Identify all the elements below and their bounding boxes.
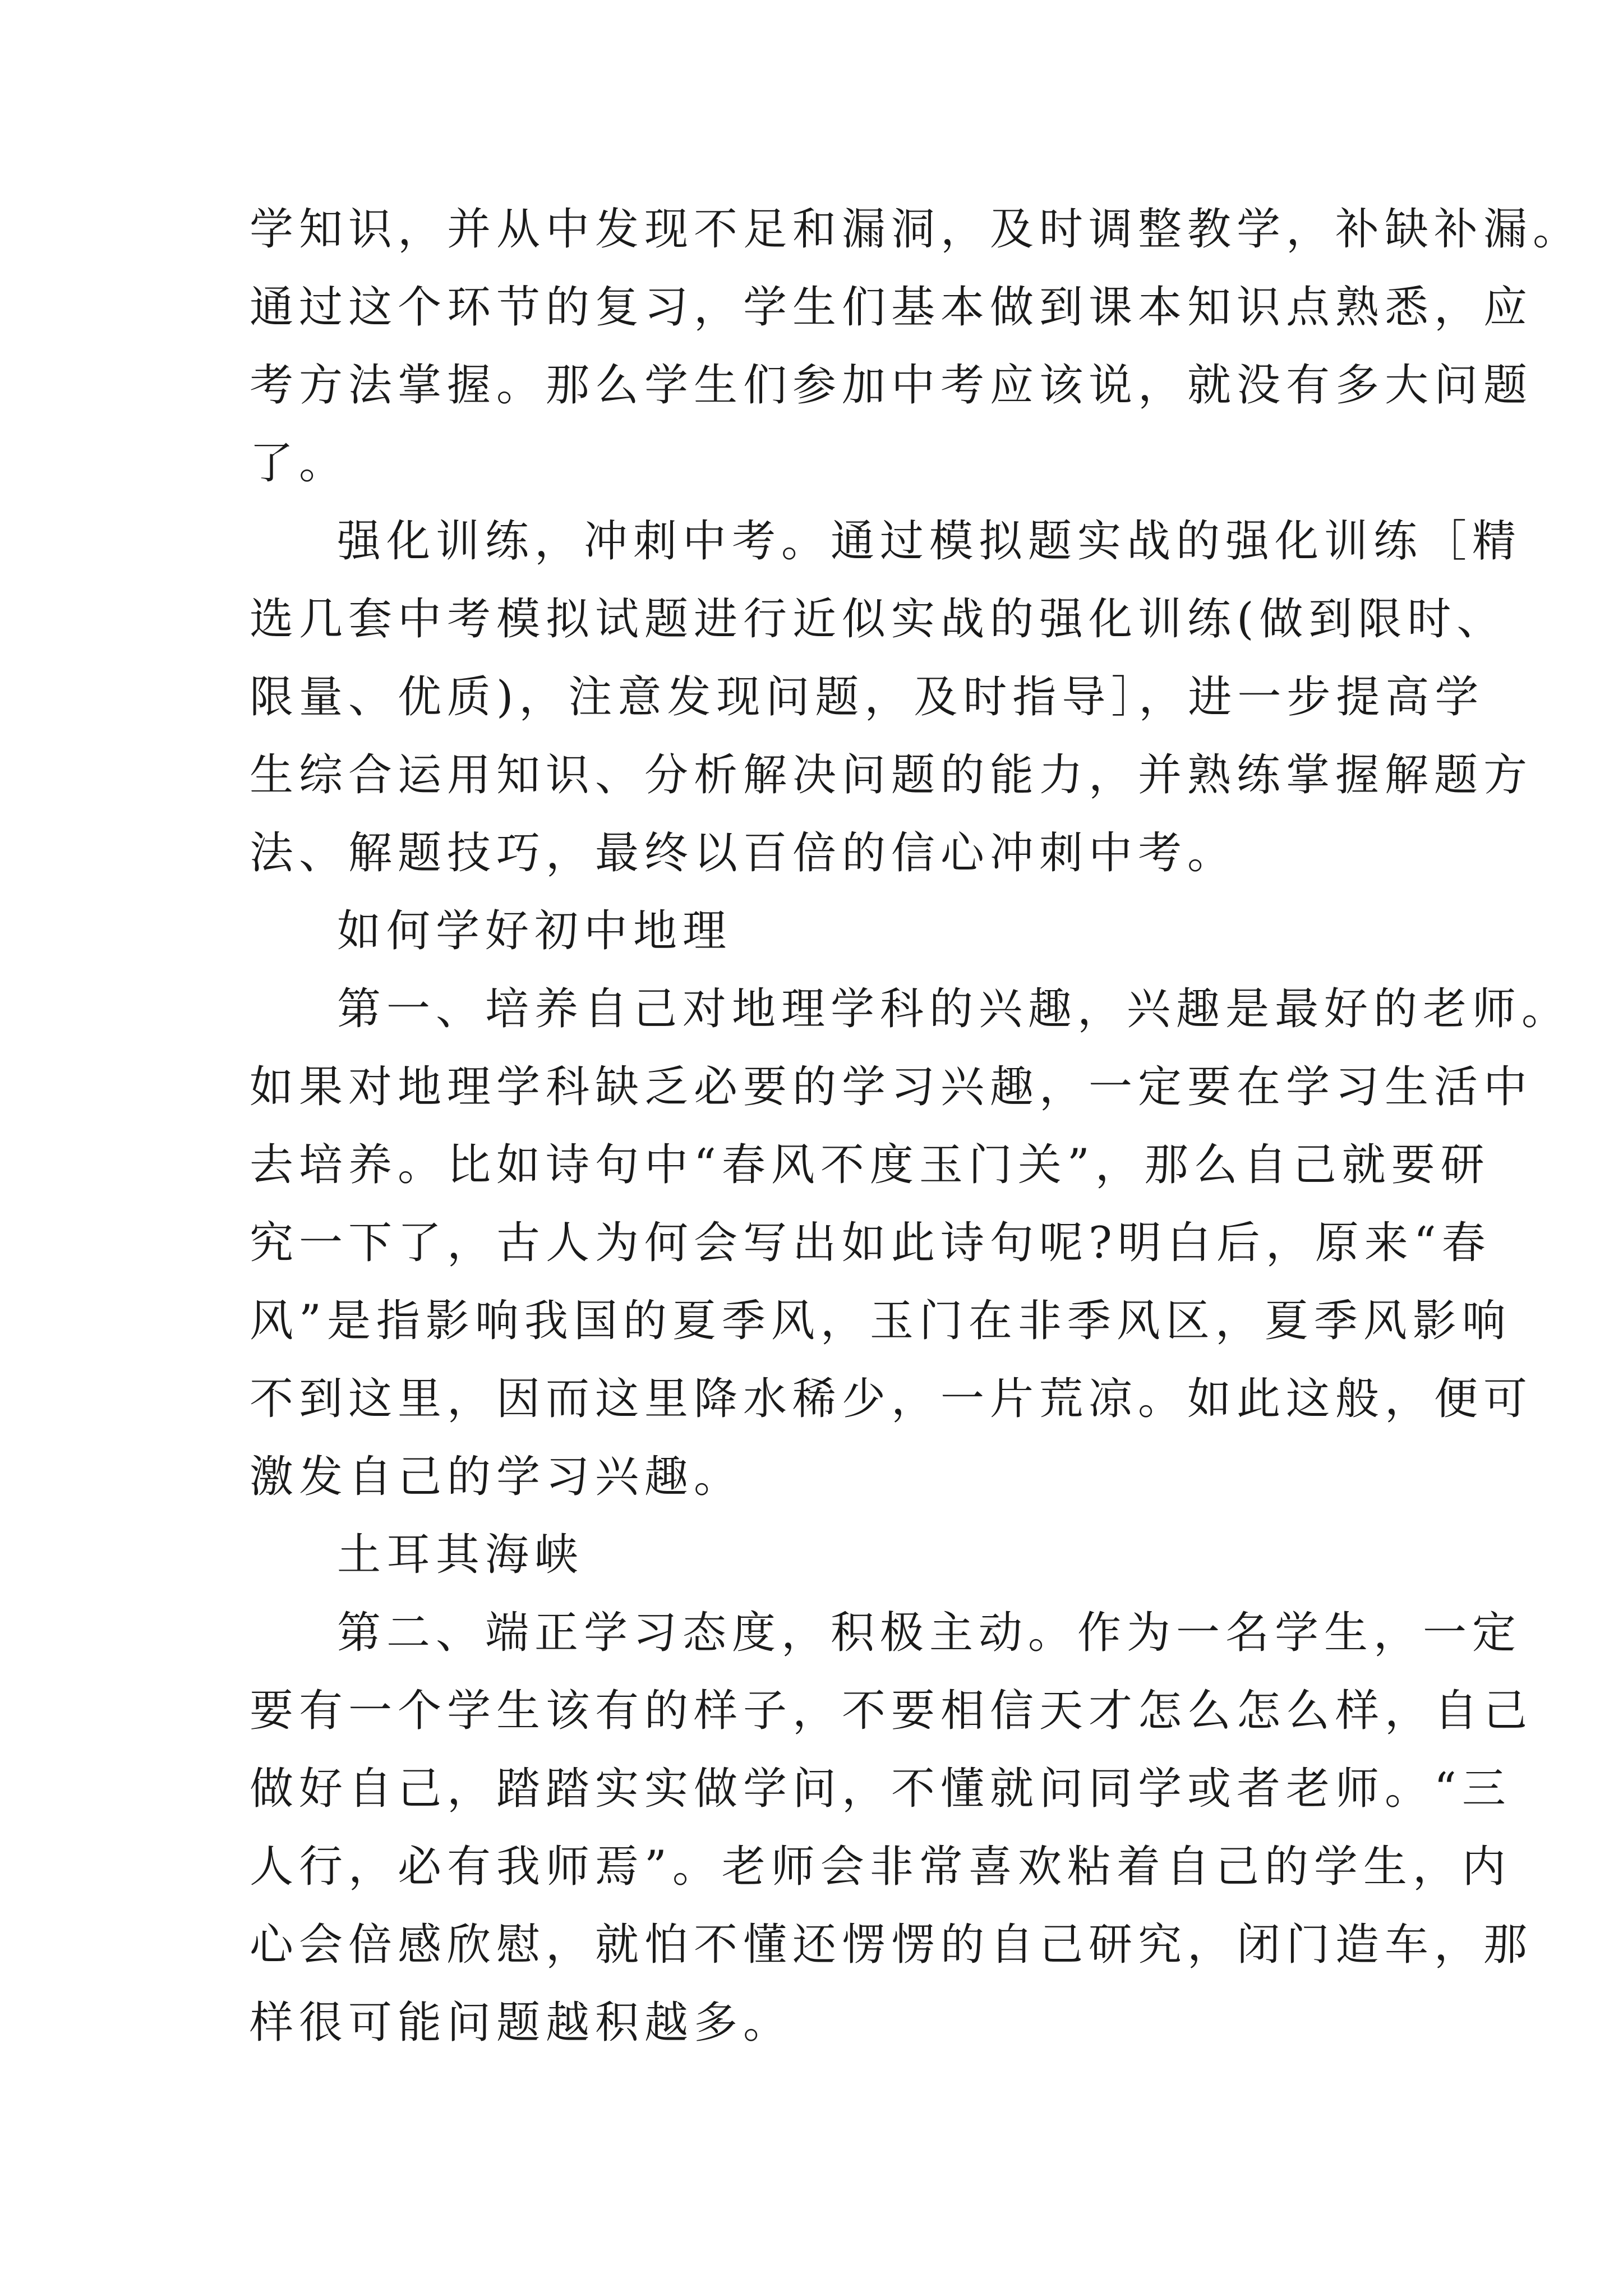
text-line: 限量、优质)，注意发现问题，及时指导］，进一步提高学: [250, 672, 1484, 723]
text-line: 人行，必有我师焉”。老师会非常喜欢粘着自己的学生，内: [250, 1842, 1511, 1892]
text-line: 激发自己的学习兴趣。: [250, 1452, 744, 1502]
section-heading: 如何学好初中地理: [337, 906, 732, 956]
text-line: 第一、培养自己对地理学科的兴趣，兴趣是最好的老师。: [337, 984, 1571, 1034]
text-line: 不到这里，因而这里降水稀少，一片荒凉。如此这般，便可: [250, 1374, 1533, 1424]
text-line: 了。: [250, 438, 349, 489]
text-line: 学知识，并从中发现不足和漏洞，及时调整教学，补缺补漏。: [250, 204, 1583, 255]
text-line: 心会倍感欣慰，就怕不懂还愣愣的自己研究，闭门造车，那: [250, 1920, 1533, 1970]
text-line: 要有一个学生该有的样子，不要相信天才怎么怎么样，自己: [250, 1686, 1533, 1736]
text-line: 生综合运用知识、分析解决问题的能力，并熟练掌握解题方: [250, 750, 1533, 800]
text-line: 第二、端正学习态度，积极主动。作为一名学生，一定: [337, 1608, 1522, 1658]
text-line: 究一下了，古人为何会写出如此诗句呢?明白后，原来“春: [250, 1218, 1491, 1268]
text-line: 做好自己，踏踏实实做学问，不懂就问同学或者老师。“三: [250, 1764, 1511, 1814]
section-heading: 土耳其海峡: [337, 1530, 584, 1580]
text-line: 样很可能问题越积越多。: [250, 1998, 793, 2048]
text-line: 选几套中考模拟试题进行近似实战的强化训练(做到限时、: [250, 594, 1506, 645]
text-line: 法、解题技巧，最终以百倍的信心冲刺中考。: [250, 828, 1237, 878]
document-body: [250, 191, 1583, 2062]
text-line: 去培养。比如诗句中“春风不度玉门关”，那么自己就要研: [250, 1140, 1490, 1190]
text-line: 考方法掌握。那么学生们参加中考应该说，就没有多大问题: [250, 360, 1533, 411]
text-line: 通过这个环节的复习，学生们基本做到课本知识点熟悉，应: [250, 282, 1533, 333]
text-line: 风”是指影响我国的夏季风，玉门在非季风区，夏季风影响: [250, 1296, 1511, 1346]
text-line: 强化训练，冲刺中考。通过模拟题实战的强化训练［精: [337, 516, 1522, 567]
text-line: 如果对地理学科缺乏必要的学习兴趣，一定要在学习生活中: [250, 1062, 1533, 1112]
